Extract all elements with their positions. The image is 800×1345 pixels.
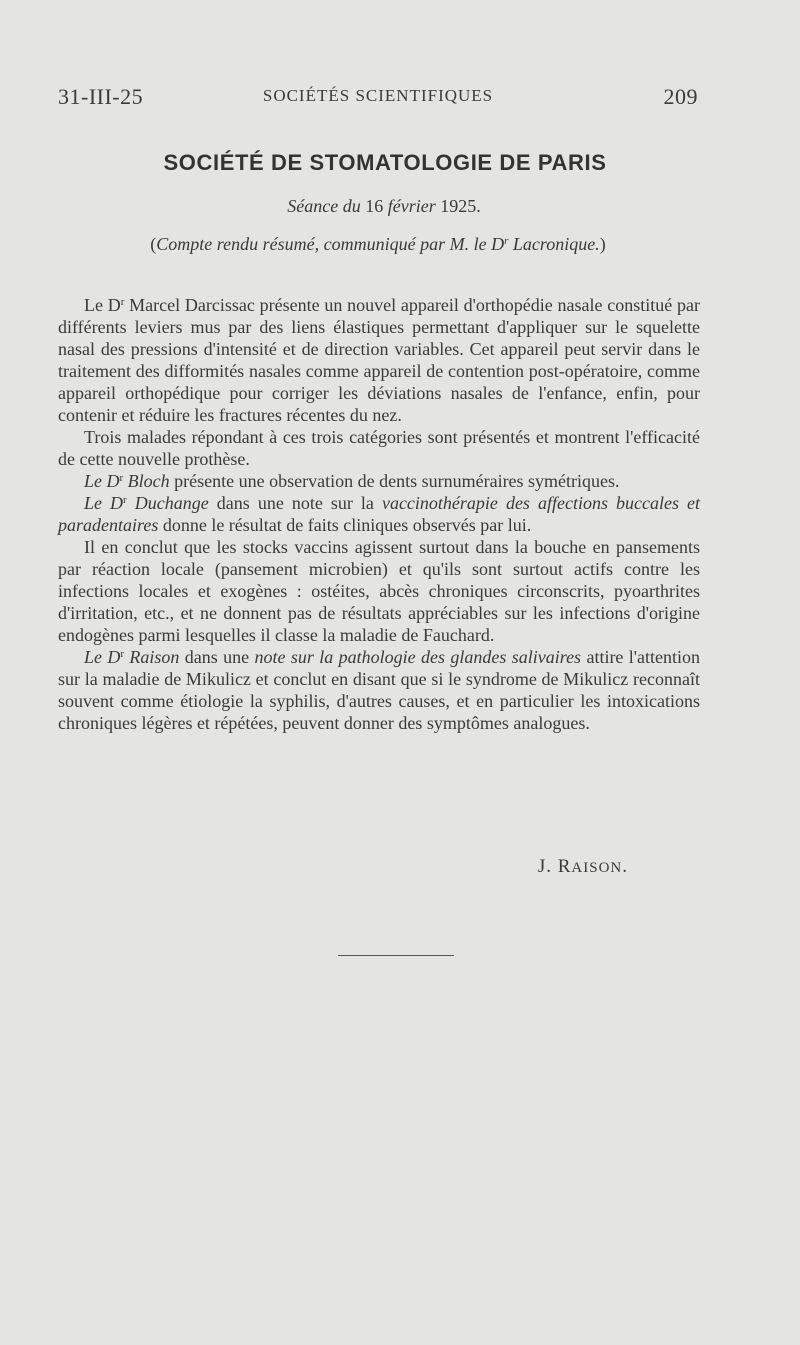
article-title: SOCIÉTÉ DE STOMATOLOGIE DE PARIS — [163, 150, 607, 175]
p4-sup: r — [123, 494, 127, 506]
report-credit — [58, 234, 698, 255]
p6-sup: r — [120, 648, 125, 660]
signature-initial: J. R — [537, 856, 572, 877]
paragraph-5: Il en conclut que les stocks vaccins agissent surtout dans la bouche en pansements par réaction locale (pansement microbien) et qu'ils sont surtout actifs contre les infections locales et exogènes : ostéites, abcès chroniques circonscrits, pyoarthrites d'irritation, etc., et ne donnent pas de résultats appréciables sur les infections d'origine endogènes parmi lesquelles il classe la maladie de Fauchard. — [58, 537, 700, 645]
p6-a: Le D — [84, 647, 121, 667]
p6-e: attire l'attention sur la maladie de Mikulicz et conclut en disant que si le syndrome de Mikulicz reconnaît souvent comme étiologie la syphilis, d'autres causes, et en particulier les intoxications chroniques légères et répétées, peuvent donner des symptômes analogues. — [58, 647, 701, 733]
paragraph-4 — [58, 492, 700, 536]
paren-open: ( — [150, 234, 157, 254]
session-month: février — [383, 196, 441, 216]
p3-c: présente une observation de dents surnuméraires symétriques. — [169, 471, 620, 491]
p4-c: dans une note sur la — [208, 493, 382, 513]
p3-a: Le D — [84, 471, 120, 491]
credit-sup: r — [504, 235, 509, 247]
p1-a: Le D — [84, 295, 121, 315]
paragraph-6 — [58, 646, 700, 734]
paren-close: ) — [599, 234, 606, 254]
p4-a: Le D — [84, 493, 124, 513]
p6-c: dans une — [179, 647, 255, 667]
p1-b: Marcel Darcissac présente un nouvel appareil d'orthopédie nasale constitué par différents leviers mus par des liens élastiques permettant d'appliquer sur le squelette nasal des pressions d'intensité et de direction variables. Cet appareil peut servir dans le traitement des difformités nasales comme appareil de contention post-opératoire, comme appareil orthopédique pour corriger les déviations nasales de l'enfance, enfin, pour contenir et réduire les fractures récentes du nez. — [58, 295, 701, 425]
header-date: 31-III-25 — [58, 84, 144, 109]
closing-rule — [338, 955, 454, 956]
session-year: 1925. — [440, 196, 481, 216]
header-section: SOCIÉTÉS SCIENTIFIQUES — [262, 86, 494, 105]
credit-text-1: Compte rendu résumé, communiqué par M. le D — [156, 234, 505, 254]
p4-d: vaccinothérapie des affections buccales et paradentaires — [58, 493, 701, 535]
credit-text-2: Lacronique. — [508, 234, 600, 254]
paragraph-2: Trois malades répondant à ces trois catégories sont présentés et montrent l'efficacité de cette nouvelle prothèse. — [58, 427, 700, 469]
p3-b: Bloch — [123, 471, 170, 491]
signature-end: . — [622, 856, 628, 877]
paragraph-3 — [58, 470, 700, 492]
session-day: 16 — [365, 196, 384, 216]
signature-rest: AISON — [571, 860, 623, 876]
page-number: 209 — [663, 84, 698, 109]
p6-b: Raison — [124, 647, 180, 667]
session-date — [0, 196, 768, 217]
p6-d: note sur la pathologie des glandes salivaires — [254, 647, 582, 667]
author-signature — [0, 856, 628, 878]
p4-b: Duchange — [126, 493, 209, 513]
article-body — [58, 294, 700, 734]
p3-sup: r — [119, 472, 124, 484]
paragraph-1 — [58, 294, 700, 426]
p1-sup: r — [120, 296, 125, 308]
session-prefix: Séance du — [287, 196, 366, 216]
p4-e: donne le résultat de faits cliniques observés par lui. — [158, 515, 532, 535]
